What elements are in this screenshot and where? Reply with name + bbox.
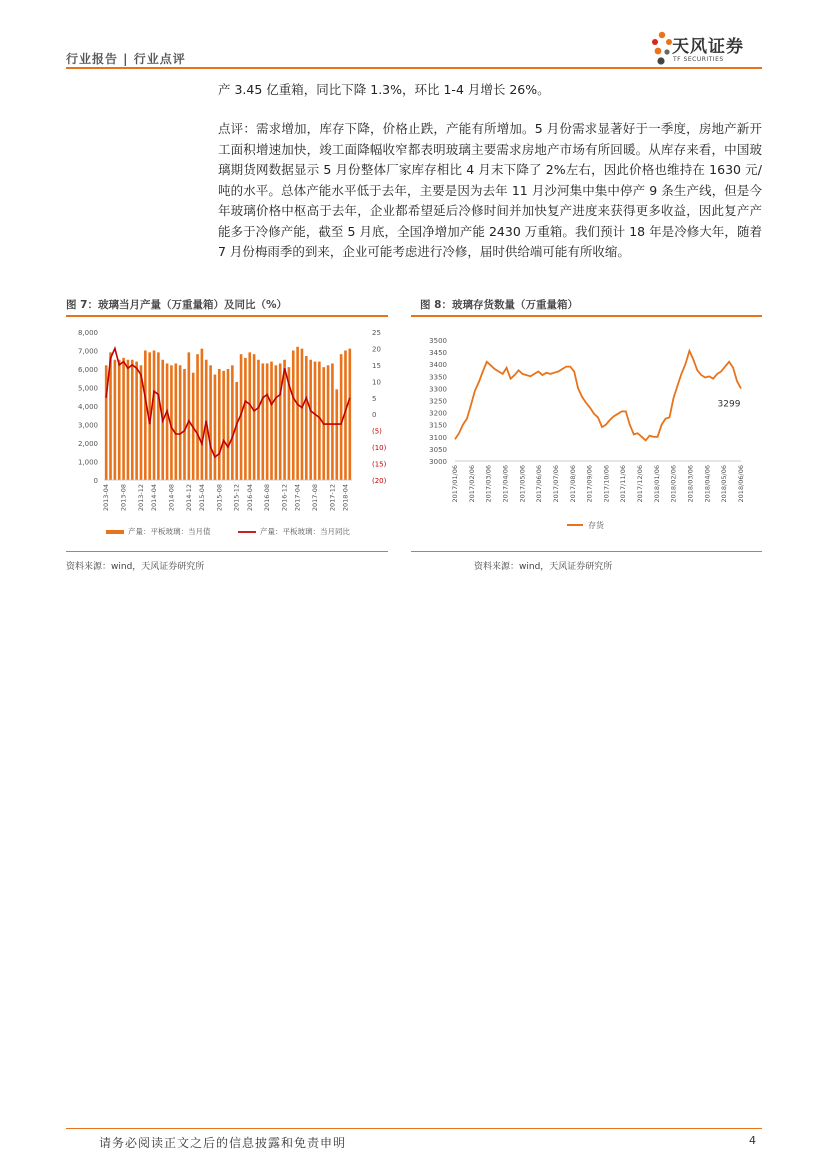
bar bbox=[201, 349, 204, 480]
y-tick-label: 3300 bbox=[429, 385, 447, 394]
y-right-tick-label: 20 bbox=[372, 345, 381, 354]
bar bbox=[244, 358, 247, 480]
y-left-tick-label: 0 bbox=[93, 477, 98, 485]
bar bbox=[179, 365, 182, 480]
bar bbox=[222, 371, 225, 480]
figure-7-title: 图 7：玻璃当月产量（万重量箱）及同比（%） bbox=[66, 299, 287, 311]
y-left-tick-label: 8,000 bbox=[77, 329, 98, 337]
x-tick-label: 2018/02/06 bbox=[669, 465, 678, 503]
x-tick-label: 2017/03/06 bbox=[484, 465, 493, 503]
bar bbox=[296, 347, 299, 480]
bar bbox=[122, 358, 125, 480]
y-left-tick-label: 6,000 bbox=[77, 366, 98, 374]
logo-mark-icon bbox=[650, 26, 674, 70]
x-tick-label: 2016-08 bbox=[263, 484, 272, 512]
x-tick-label: 2017/08/06 bbox=[568, 465, 577, 503]
y-right-tick-label: (5) bbox=[372, 427, 382, 436]
x-tick-label: 2015-08 bbox=[215, 484, 224, 512]
bar bbox=[231, 365, 234, 480]
x-tick-label: 2017/07/06 bbox=[551, 465, 560, 503]
y-right-tick-label: 15 bbox=[372, 361, 381, 370]
bar bbox=[335, 389, 338, 480]
figure-7-chart bbox=[66, 320, 388, 548]
x-tick-label: 2017/05/06 bbox=[518, 465, 527, 503]
bar bbox=[292, 351, 295, 481]
bar bbox=[205, 360, 208, 480]
figure-8-top-rule bbox=[411, 315, 762, 317]
bar bbox=[144, 351, 147, 481]
y-tick-label: 3150 bbox=[429, 421, 447, 430]
bar bbox=[248, 352, 251, 480]
bar bbox=[118, 360, 121, 480]
paragraph-commentary: 点评：需求增加，库存下降，价格止跌，产能有所增加。5 月份需求显著好于一季度，房地产新开工面积增速加快，竣工面降幅收窄都表明玻璃主要需求房地产市场有所回暖。从库存来看，中国玻璃期货网数据显示 5 月份整体厂家库存相比 4 月末下降了 2%左右，因此价格也维持在 1630 元/吨的水平。总体产能水平低于去年，主要是因为去年 11 月沙河集中集中停产 9 条生产线，但是今年玻璃价格中枢高于去年，企业都希望延后冷修时间并加快复产进度来获得更多收益，因此复产产能多于冷修产能，截至 5 月底，全国净增加产能 2430 万重箱。我们预计 18 年是冷修大年，随着 7 月份梅雨季的到来，企业可能考虑进行冷修，届时供给端可能有所收缩。 bbox=[218, 121, 762, 259]
y-right-tick-label: (15) bbox=[372, 460, 387, 469]
bar bbox=[135, 362, 138, 480]
y-left-tick-label: 1,000 bbox=[77, 458, 98, 467]
figure-8-source: 资料来源：wind，天风证券研究所 bbox=[474, 562, 613, 572]
bar bbox=[166, 363, 169, 480]
bar bbox=[349, 349, 352, 480]
y-right-tick-label: 10 bbox=[372, 378, 381, 387]
bar bbox=[218, 369, 221, 480]
x-tick-label: 2015-12 bbox=[232, 484, 241, 512]
figure-8-bottom-rule bbox=[411, 551, 762, 552]
bar bbox=[305, 356, 308, 480]
y-left-tick-label: 5,000 bbox=[77, 384, 98, 393]
y-left-tick-label: 7,000 bbox=[77, 347, 98, 356]
bar bbox=[279, 363, 282, 480]
paragraph-production: 产 3.45 亿重箱，同比下降 1.3%，环比 1-4 月增长 26%。 bbox=[218, 82, 550, 97]
figure-7-source: 资料来源：wind，天风证券研究所 bbox=[66, 562, 205, 572]
bar bbox=[127, 360, 130, 480]
x-tick-label: 2015-04 bbox=[197, 484, 206, 512]
y-tick-label: 3500 bbox=[429, 337, 447, 345]
y-tick-label: 3350 bbox=[429, 373, 447, 382]
x-tick-label: 2017/09/06 bbox=[585, 465, 594, 503]
x-tick-label: 2016-12 bbox=[280, 484, 289, 512]
x-tick-label: 2017/10/06 bbox=[602, 465, 611, 503]
bar bbox=[196, 354, 199, 480]
x-tick-label: 2014-04 bbox=[150, 484, 159, 512]
x-tick-label: 2013-08 bbox=[119, 484, 128, 512]
x-tick-label: 2017/02/06 bbox=[467, 465, 476, 503]
y-tick-label: 3000 bbox=[429, 458, 447, 466]
x-tick-label: 2014-12 bbox=[184, 484, 193, 512]
y-right-tick-label: 0 bbox=[372, 411, 377, 420]
legend-bar-label: 产量：平板玻璃：当月值 bbox=[128, 527, 211, 536]
footer-disclaimer: 请务必阅读正文之后的信息披露和免责申明 bbox=[99, 1136, 347, 1150]
x-tick-label: 2018/01/06 bbox=[652, 465, 661, 503]
header-divider bbox=[66, 67, 762, 69]
x-tick-label: 2018/05/06 bbox=[720, 465, 729, 503]
x-tick-label: 2013-04 bbox=[102, 484, 111, 512]
bar bbox=[262, 363, 265, 480]
y-tick-label: 3050 bbox=[429, 445, 447, 454]
last-value-label: 3299 bbox=[717, 399, 741, 410]
x-tick-label: 2017-08 bbox=[311, 484, 320, 512]
figure-8-title: 图 8：玻璃存货数量（万重量箱） bbox=[420, 299, 578, 311]
bar bbox=[309, 360, 312, 480]
y-right-tick-label: 25 bbox=[372, 329, 381, 337]
bar bbox=[331, 363, 334, 480]
x-tick-label: 2017/11/06 bbox=[619, 465, 628, 503]
bar bbox=[183, 369, 186, 480]
bar bbox=[188, 352, 191, 480]
bar bbox=[318, 362, 321, 480]
x-tick-label: 2017-12 bbox=[328, 484, 337, 512]
x-tick-label: 2014-08 bbox=[167, 484, 176, 512]
y-left-tick-label: 3,000 bbox=[77, 421, 98, 430]
legend-line-label: 产量：平板玻璃：当月同比 bbox=[260, 527, 350, 536]
y-left-tick-label: 2,000 bbox=[77, 440, 98, 448]
x-tick-label: 2017/04/06 bbox=[501, 465, 510, 503]
figure-7-top-rule bbox=[66, 315, 388, 317]
bar bbox=[270, 362, 273, 480]
bar bbox=[314, 362, 317, 480]
figure-7-bottom-rule bbox=[66, 551, 388, 552]
bar bbox=[174, 363, 177, 480]
bar bbox=[153, 351, 156, 481]
bar bbox=[227, 369, 230, 480]
y-right-tick-label: (10) bbox=[372, 444, 387, 453]
x-tick-label: 2018/04/06 bbox=[703, 465, 712, 503]
bar bbox=[266, 363, 269, 480]
bar bbox=[209, 365, 212, 480]
legend-label: 存货 bbox=[588, 521, 604, 530]
x-tick-label: 2017/01/06 bbox=[451, 465, 459, 503]
bar bbox=[340, 354, 343, 480]
inventory-line bbox=[455, 351, 741, 441]
bar bbox=[257, 360, 260, 480]
x-tick-label: 2018-04 bbox=[341, 484, 350, 512]
footer-divider bbox=[66, 1128, 762, 1129]
bar bbox=[131, 360, 134, 480]
y-tick-label: 3400 bbox=[429, 361, 447, 370]
y-tick-label: 3100 bbox=[429, 433, 447, 442]
bar bbox=[157, 352, 160, 480]
bar bbox=[235, 382, 238, 480]
x-tick-label: 2017/12/06 bbox=[636, 465, 645, 503]
x-tick-label: 2018/03/06 bbox=[686, 465, 695, 503]
bar bbox=[327, 365, 330, 480]
bar bbox=[253, 354, 256, 480]
logo-name: 天风证券 bbox=[672, 37, 744, 57]
x-tick-label: 2017/06/06 bbox=[535, 465, 544, 503]
x-tick-label: 2017-04 bbox=[293, 484, 302, 512]
y-tick-label: 3200 bbox=[429, 409, 447, 418]
y-tick-label: 3250 bbox=[429, 397, 447, 406]
page-number: 4 bbox=[749, 1134, 756, 1147]
legend-bar-swatch bbox=[106, 530, 124, 534]
header-section-label: 行业报告 | 行业点评 bbox=[66, 52, 186, 66]
y-tick-label: 3450 bbox=[429, 349, 447, 358]
y-left-tick-label: 4,000 bbox=[77, 403, 98, 411]
y-right-tick-label: (20) bbox=[372, 477, 387, 485]
bar bbox=[114, 360, 117, 480]
x-tick-label: 2018/06/06 bbox=[737, 465, 745, 503]
logo-subtitle: TF SECURITIES bbox=[673, 56, 724, 63]
x-tick-label: 2013-12 bbox=[136, 484, 145, 512]
figure-8-chart bbox=[411, 320, 762, 548]
x-tick-label: 2016-04 bbox=[245, 484, 254, 512]
bar bbox=[301, 349, 304, 480]
y-right-tick-label: 5 bbox=[372, 394, 377, 403]
bar bbox=[214, 375, 217, 480]
bar bbox=[275, 365, 278, 480]
